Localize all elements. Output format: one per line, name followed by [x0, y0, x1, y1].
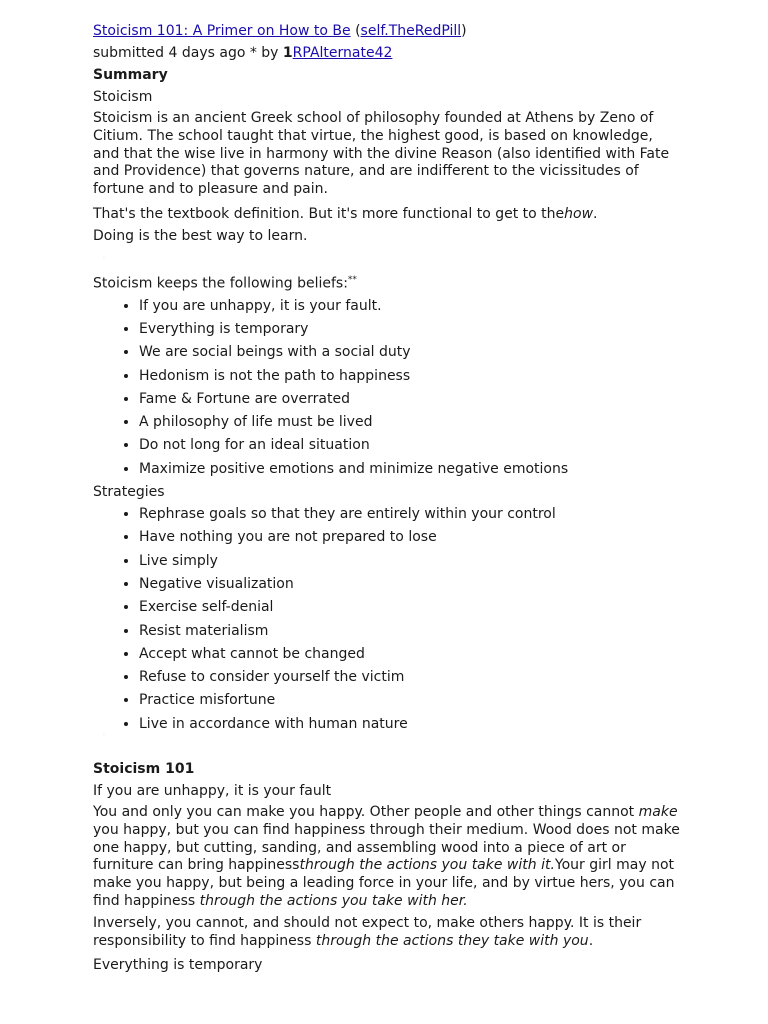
strategies-list	[93, 503, 683, 736]
list-item: • Negative visualization	[139, 573, 683, 596]
list-item: • Fame & Fortune are overrated	[139, 388, 683, 411]
strategies-heading: Strategies	[93, 484, 165, 501]
stoicism-subheading: Stoicism	[93, 89, 153, 105]
post-meta	[93, 42, 683, 64]
list-item: • Do not long for an ideal situation	[139, 434, 683, 457]
paragraph-text: you happy, but you can find happiness through their medium. Wood does not make one happy, but cutting, sanding, and assembling wood into a piece of art or furniture can bring happiness	[93, 821, 680, 874]
separator-dot: ·	[103, 731, 105, 739]
paragraph-emphasis: through the actions you take with her.	[199, 892, 468, 909]
doing-line: Doing is the best way to learn.	[93, 227, 308, 244]
list-item: • Live simply	[139, 550, 683, 573]
inversely-paragraph	[93, 915, 683, 951]
separator-dot: ·	[103, 254, 105, 262]
list-item: • Everything is temporary	[139, 318, 683, 341]
list-item: • Refuse to consider yourself the victim	[139, 666, 683, 689]
textbook-emphasis: how	[564, 205, 594, 222]
temporary-subheading: Everything is temporary	[93, 957, 263, 974]
list-item: • Live in accordance with human nature	[139, 713, 683, 736]
list-item: • We are social beings with a social duty	[139, 341, 683, 364]
source-close-paren: )	[461, 23, 467, 39]
paragraph-emphasis: make	[638, 803, 678, 820]
textbook-text: That's the textbook definition. But it's more functional to get to the	[93, 205, 565, 222]
spacer	[93, 247, 683, 269]
beliefs-intro	[93, 269, 683, 295]
paragraph-emphasis: through the actions you take with it.	[299, 857, 555, 874]
post-content	[93, 20, 683, 976]
list-item: • Rephrase goals so that they are entirely within your control	[139, 503, 683, 526]
spacer	[93, 731, 683, 758]
paragraph-text: Inversely, you cannot, and should not expect to, make others happy. It is their responsibility to find happiness	[93, 914, 642, 949]
paragraph-text: Your girl may not make you happy, but being a leading force in your life, and by virtue hers, you can find happiness	[93, 857, 675, 909]
list-item: • Resist materialism	[139, 620, 683, 643]
source-open-paren: (	[355, 23, 361, 39]
submitted-text: submitted 4 days ago * by	[93, 45, 283, 61]
paragraph-text: You and only you can make you happy. Other people and other things cannot	[93, 803, 639, 820]
beliefs-footnote-mark: **	[347, 274, 357, 285]
beliefs-list	[93, 295, 683, 481]
textbook-line	[93, 203, 683, 225]
author-link[interactable]: RPAlternate42	[292, 45, 393, 61]
happiness-paragraph	[93, 804, 683, 911]
list-item: • Accept what cannot be changed	[139, 643, 683, 666]
list-item: • If you are unhappy, it is your fault.	[139, 295, 683, 318]
paragraph-emphasis: through the actions they take with you	[315, 932, 589, 949]
list-item: • Maximize positive emotions and minimize negative emotions	[139, 458, 683, 481]
textbook-period: .	[593, 205, 598, 222]
list-item: • Practice misfortune	[139, 689, 683, 712]
list-item: • A philosophy of life must be lived	[139, 411, 683, 434]
unhappy-subheading: If you are unhappy, it is your fault	[93, 782, 332, 799]
list-item: • Have nothing you are not prepared to lose	[139, 526, 683, 549]
subreddit-link[interactable]: self.TheRedPill	[360, 23, 462, 39]
summary-heading: Summary	[93, 67, 168, 83]
beliefs-intro-text: Stoicism keeps the following beliefs:	[93, 275, 348, 292]
list-item: • Exercise self-denial	[139, 596, 683, 619]
list-item: • Hedonism is not the path to happiness	[139, 365, 683, 388]
stoicism-101-heading: Stoicism 101	[93, 760, 195, 777]
post-title-line	[93, 20, 683, 42]
post-title-link[interactable]: Stoicism 101: A Primer on How to Be	[93, 23, 351, 39]
author-score: 1	[282, 45, 293, 61]
paragraph-text: .	[588, 932, 594, 949]
definition-paragraph: Stoicism is an ancient Greek school of philosophy founded at Athens by Zeno of Citium. The school taught that virtue, the highest good, is based on knowledge, and that the wise live in harmony with the divine Reason (also identified with Fate and Providence) that governs nature, and are indifferent to the vicissitudes of fortune and to pleasure and pain.	[93, 110, 670, 198]
